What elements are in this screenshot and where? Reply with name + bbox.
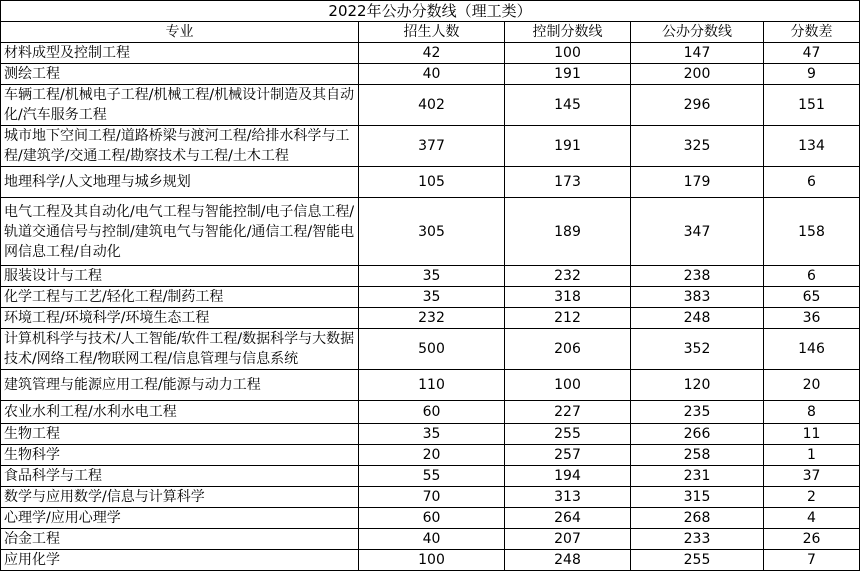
major-cell: 环境工程/环境科学/环境生态工程 (1, 308, 359, 329)
control-score-cell: 191 (505, 126, 631, 167)
score-diff-cell: 9 (764, 64, 860, 85)
score-diff-cell: 6 (764, 167, 860, 198)
table-row (1, 445, 860, 466)
header-major: 专业 (1, 22, 359, 43)
title-row (1, 1, 860, 22)
score-diff-cell: 47 (764, 43, 860, 64)
header-score-diff: 分数差 (764, 22, 860, 43)
enroll-cell: 35 (359, 424, 505, 445)
table-row (1, 508, 860, 529)
public-score-cell: 296 (631, 85, 764, 126)
enroll-cell: 110 (359, 370, 505, 401)
control-score-cell: 189 (505, 198, 631, 266)
table-row (1, 529, 860, 550)
header-enroll: 招生人数 (359, 22, 505, 43)
score-diff-cell: 20 (764, 370, 860, 401)
major-cell: 应用化学 (1, 550, 359, 571)
public-score-cell: 258 (631, 445, 764, 466)
major-cell: 城市地下空间工程/道路桥梁与渡河工程/给排水科学与工程/建筑学/交通工程/勘察技术与工程/土木工程 (1, 126, 359, 167)
control-score-cell: 145 (505, 85, 631, 126)
table-row (1, 266, 860, 287)
control-score-cell: 206 (505, 329, 631, 370)
public-score-cell: 147 (631, 43, 764, 64)
public-score-cell: 325 (631, 126, 764, 167)
table-row (1, 126, 860, 167)
control-score-cell: 100 (505, 43, 631, 64)
enroll-cell: 500 (359, 329, 505, 370)
major-cell: 建筑管理与能源应用工程/能源与动力工程 (1, 370, 359, 401)
major-cell: 车辆工程/机械电子工程/机械工程/机械设计制造及其自动化/汽车服务工程 (1, 85, 359, 126)
header-row (1, 22, 860, 43)
control-score-cell: 318 (505, 287, 631, 308)
major-cell: 化学工程与工艺/轻化工程/制药工程 (1, 287, 359, 308)
major-cell: 生物工程 (1, 424, 359, 445)
table-row (1, 466, 860, 487)
public-score-cell: 233 (631, 529, 764, 550)
enroll-cell: 305 (359, 198, 505, 266)
enroll-cell: 55 (359, 466, 505, 487)
major-cell: 食品科学与工程 (1, 466, 359, 487)
enroll-cell: 35 (359, 266, 505, 287)
public-score-cell: 268 (631, 508, 764, 529)
control-score-cell: 194 (505, 466, 631, 487)
public-score-cell: 235 (631, 401, 764, 424)
table-title: 2022年公办分数线（理工类） (1, 1, 860, 22)
score-diff-cell: 65 (764, 287, 860, 308)
control-score-cell: 212 (505, 308, 631, 329)
control-score-cell: 191 (505, 64, 631, 85)
public-score-cell: 266 (631, 424, 764, 445)
major-cell: 数学与应用数学/信息与计算科学 (1, 487, 359, 508)
public-score-cell: 238 (631, 266, 764, 287)
enroll-cell: 35 (359, 287, 505, 308)
public-score-cell: 255 (631, 550, 764, 571)
control-score-cell: 255 (505, 424, 631, 445)
public-score-cell: 200 (631, 64, 764, 85)
major-cell: 计算机科学与技术/人工智能/软件工程/数据科学与大数据技术/网络工程/物联网工程/信息管理与信息系统 (1, 329, 359, 370)
table-row (1, 287, 860, 308)
enroll-cell: 70 (359, 487, 505, 508)
major-cell: 农业水利工程/水利水电工程 (1, 401, 359, 424)
score-diff-cell: 37 (764, 466, 860, 487)
control-score-cell: 232 (505, 266, 631, 287)
table-row (1, 167, 860, 198)
enroll-cell: 40 (359, 529, 505, 550)
enroll-cell: 377 (359, 126, 505, 167)
major-cell: 服装设计与工程 (1, 266, 359, 287)
major-cell: 心理学/应用心理学 (1, 508, 359, 529)
major-cell: 测绘工程 (1, 64, 359, 85)
score-diff-cell: 146 (764, 329, 860, 370)
table-row (1, 329, 860, 370)
major-cell: 电气工程及其自动化/电气工程与智能控制/电子信息工程/轨道交通信号与控制/建筑电气与智能化/通信工程/智能电网信息工程/自动化 (1, 198, 359, 266)
enroll-cell: 100 (359, 550, 505, 571)
control-score-cell: 313 (505, 487, 631, 508)
major-cell: 材料成型及控制工程 (1, 43, 359, 64)
score-diff-cell: 2 (764, 487, 860, 508)
public-score-cell: 120 (631, 370, 764, 401)
table-row (1, 64, 860, 85)
control-score-cell: 207 (505, 529, 631, 550)
public-score-cell: 352 (631, 329, 764, 370)
public-score-cell: 347 (631, 198, 764, 266)
enroll-cell: 105 (359, 167, 505, 198)
table-row (1, 401, 860, 424)
table-row (1, 424, 860, 445)
score-diff-cell: 134 (764, 126, 860, 167)
control-score-cell: 100 (505, 370, 631, 401)
score-diff-cell: 4 (764, 508, 860, 529)
score-diff-cell: 158 (764, 198, 860, 266)
control-score-cell: 248 (505, 550, 631, 571)
table-row (1, 85, 860, 126)
enroll-cell: 232 (359, 308, 505, 329)
control-score-cell: 264 (505, 508, 631, 529)
header-control-score: 控制分数线 (505, 22, 631, 43)
score-diff-cell: 7 (764, 550, 860, 571)
major-cell: 地理科学/人文地理与城乡规划 (1, 167, 359, 198)
table-row (1, 308, 860, 329)
score-diff-cell: 6 (764, 266, 860, 287)
major-cell: 生物科学 (1, 445, 359, 466)
header-public-score: 公办分数线 (631, 22, 764, 43)
enroll-cell: 402 (359, 85, 505, 126)
score-diff-cell: 151 (764, 85, 860, 126)
public-score-cell: 383 (631, 287, 764, 308)
score-diff-cell: 1 (764, 445, 860, 466)
public-score-cell: 248 (631, 308, 764, 329)
table-row (1, 43, 860, 64)
public-score-cell: 231 (631, 466, 764, 487)
enroll-cell: 60 (359, 508, 505, 529)
control-score-cell: 227 (505, 401, 631, 424)
enroll-cell: 60 (359, 401, 505, 424)
table-row (1, 370, 860, 401)
table-row (1, 487, 860, 508)
table-row (1, 550, 860, 571)
control-score-cell: 257 (505, 445, 631, 466)
public-score-cell: 315 (631, 487, 764, 508)
enroll-cell: 42 (359, 43, 505, 64)
public-score-cell: 179 (631, 167, 764, 198)
score-diff-cell: 8 (764, 401, 860, 424)
score-diff-cell: 11 (764, 424, 860, 445)
enroll-cell: 20 (359, 445, 505, 466)
score-diff-cell: 36 (764, 308, 860, 329)
table-row (1, 198, 860, 266)
score-diff-cell: 26 (764, 529, 860, 550)
control-score-cell: 173 (505, 167, 631, 198)
enroll-cell: 40 (359, 64, 505, 85)
major-cell: 冶金工程 (1, 529, 359, 550)
